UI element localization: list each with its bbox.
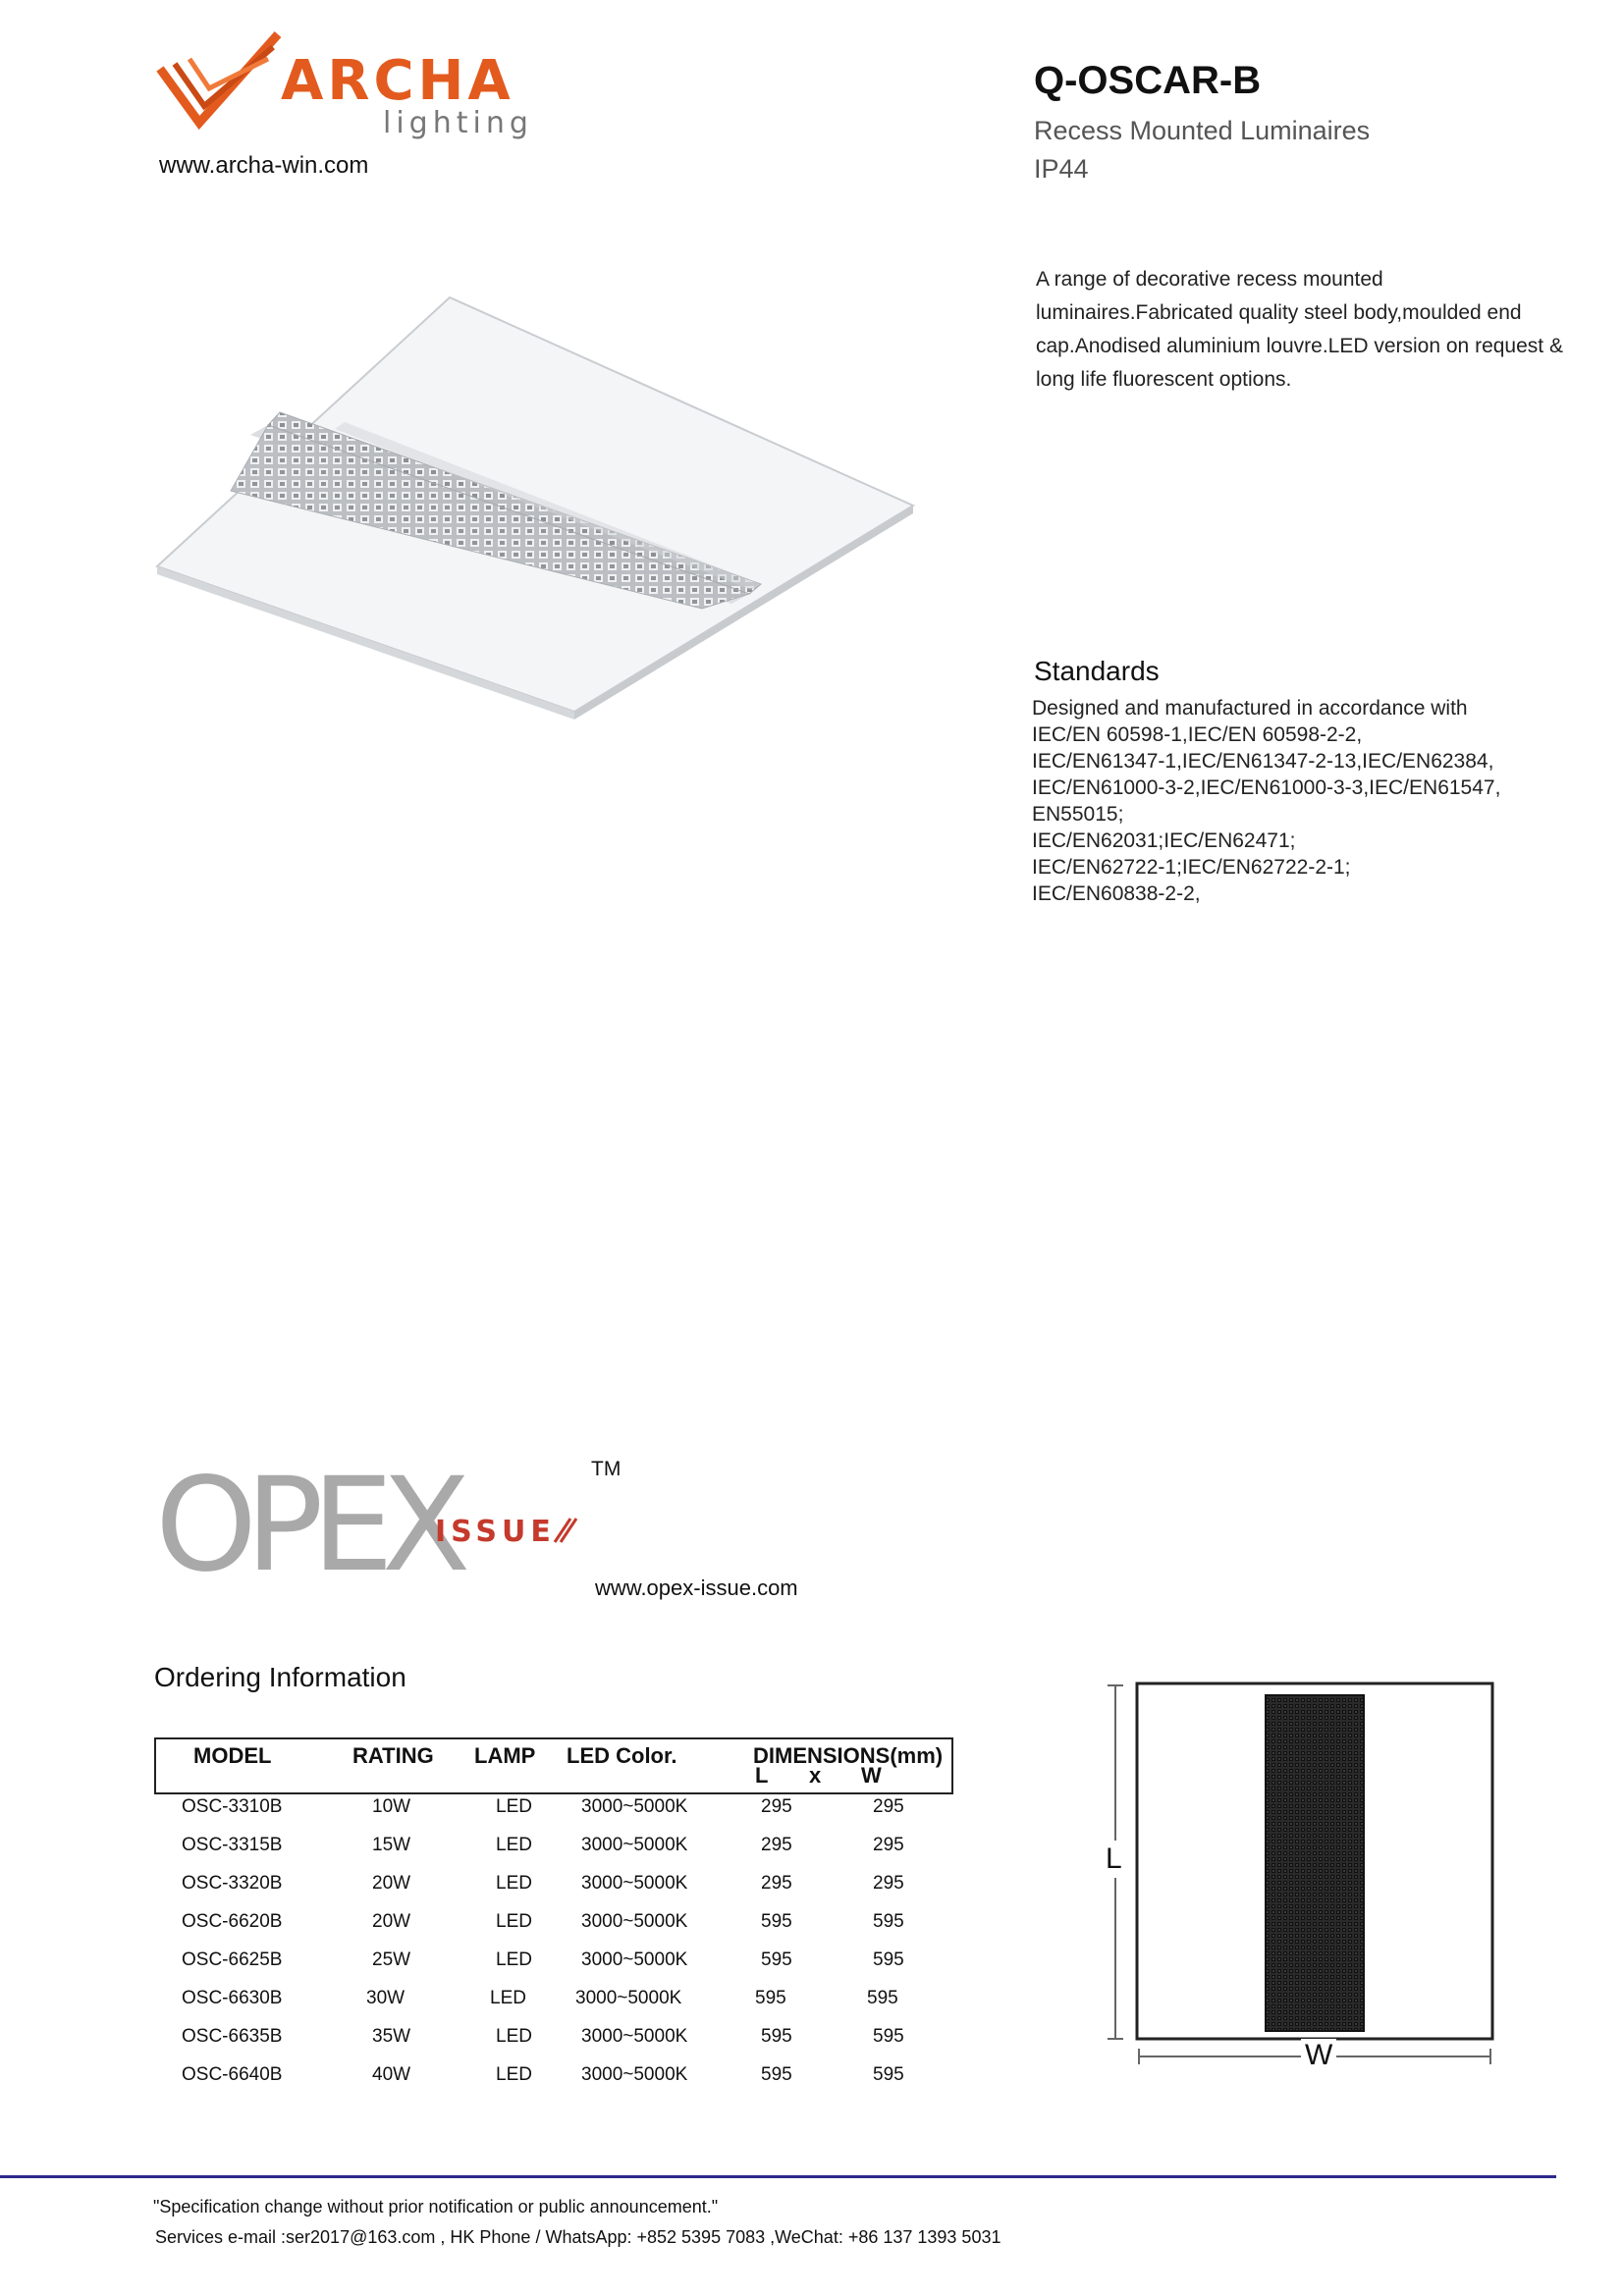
cell-model: OSC-6630B xyxy=(182,1988,283,2008)
cell-rating: 40W xyxy=(372,2064,411,2085)
cell-rating: 30W xyxy=(366,1988,406,2008)
cell-color: 3000~5000K xyxy=(575,1988,682,2008)
cell-rating: 10W xyxy=(372,1796,411,1817)
col-dim-w: W xyxy=(861,1763,882,1788)
cell-rating: 25W xyxy=(372,1949,411,1970)
opex-sub: ISSUE xyxy=(435,1515,556,1549)
opex-logo xyxy=(155,1450,587,1601)
cell-l: 295 xyxy=(761,1873,792,1894)
cell-l: 595 xyxy=(755,1988,786,2008)
table-row xyxy=(154,1873,949,1911)
product-description: A range of decorative recess mounted luminaires.Fabricated quality steel body,moulded end cap.Anodised aluminium louvre.LED version on request & long life fluorescent options. xyxy=(1036,268,1563,391)
standards-line: EN55015; xyxy=(1032,803,1124,826)
cell-w: 595 xyxy=(867,1988,898,2008)
col-rating: RATING xyxy=(352,1743,434,1768)
cell-lamp: LED xyxy=(496,1873,532,1894)
cell-color: 3000~5000K xyxy=(581,1873,688,1894)
cell-w: 595 xyxy=(873,2026,904,2047)
cell-w: 595 xyxy=(873,1911,904,1932)
cell-model: OSC-3310B xyxy=(182,1796,283,1817)
diagram-label-w: W xyxy=(1301,2039,1336,2072)
cell-lamp: LED xyxy=(496,2064,532,2085)
col-dimensions: DIMENSIONS(mm) xyxy=(753,1743,944,1768)
table-row xyxy=(154,1796,949,1835)
cell-model: OSC-6635B xyxy=(182,2026,283,2047)
cell-l: 595 xyxy=(761,1911,792,1932)
standards-body xyxy=(1032,695,1582,907)
archa-logo xyxy=(155,29,533,142)
ordering-heading: Ordering Information xyxy=(154,1662,406,1692)
cell-w: 295 xyxy=(873,1835,904,1855)
cell-l: 295 xyxy=(761,1796,792,1817)
product-category: Recess Mounted Luminaires xyxy=(1034,116,1371,145)
cell-rating: 35W xyxy=(372,2026,411,2047)
cell-w: 295 xyxy=(873,1796,904,1817)
brand-tagline: lighting xyxy=(383,106,533,140)
cell-color: 3000~5000K xyxy=(581,1835,688,1855)
col-dim-l: L xyxy=(755,1763,769,1788)
standards-line: IEC/EN 60598-1,IEC/EN 60598-2-2, xyxy=(1032,723,1363,746)
cell-lamp: LED xyxy=(496,1796,532,1817)
cell-model: OSC-3320B xyxy=(182,1873,283,1894)
cell-rating: 15W xyxy=(372,1835,411,1855)
cell-w: 295 xyxy=(873,1873,904,1894)
table-row xyxy=(154,1911,949,1949)
brand-website[interactable]: www.archa-win.com xyxy=(159,152,369,179)
table-row xyxy=(154,1835,949,1873)
cell-lamp: LED xyxy=(496,1911,532,1932)
cell-model: OSC-6625B xyxy=(182,1949,283,1970)
opex-tm: TM xyxy=(591,1458,622,1480)
table-row xyxy=(154,1949,949,1988)
cell-w: 595 xyxy=(873,1949,904,1970)
standards-line: IEC/EN60838-2-2, xyxy=(1032,882,1201,905)
col-model: MODEL xyxy=(193,1743,272,1768)
col-led-color: LED Color. xyxy=(567,1743,677,1768)
ordering-table-body xyxy=(154,1796,949,2110)
cell-color: 3000~5000K xyxy=(581,1949,688,1970)
cell-w: 595 xyxy=(873,2064,904,2085)
brand-name: ARCHA xyxy=(281,49,514,113)
cell-lamp: LED xyxy=(496,2026,532,2047)
opex-slash-icon xyxy=(553,1515,578,1544)
cell-lamp: LED xyxy=(490,1988,526,2008)
opex-website[interactable]: www.opex-issue.com xyxy=(595,1575,798,1600)
opex-name: OPEX xyxy=(155,1450,460,1601)
cell-lamp: LED xyxy=(496,1835,532,1855)
table-row xyxy=(154,2064,949,2103)
cell-model: OSC-6640B xyxy=(182,2064,283,2085)
table-row xyxy=(154,2026,949,2064)
footer-notice: "Specification change without prior notification or public announcement." xyxy=(153,2197,719,2216)
cell-l: 595 xyxy=(761,2064,792,2085)
standards-line: IEC/EN62722-1;IEC/EN62722-2-1; xyxy=(1032,856,1351,879)
cell-color: 3000~5000K xyxy=(581,2026,688,2047)
dimension-diagram xyxy=(1100,1674,1512,2086)
standards-line: IEC/EN61000-3-2,IEC/EN61000-3-3,IEC/EN61547, xyxy=(1032,776,1501,799)
cell-l: 295 xyxy=(761,1835,792,1855)
archa-swoosh-icon xyxy=(155,29,283,137)
diagram-label-l: L xyxy=(1106,1841,1122,1878)
cell-color: 3000~5000K xyxy=(581,1796,688,1817)
col-dim-x: x xyxy=(809,1763,822,1788)
product-ip-rating: IP44 xyxy=(1034,154,1089,184)
footer-contact: Services e-mail :ser2017@163.com , HK Phone / WhatsApp: +852 5395 7083 ,WeChat: +86 137 1393 5031 xyxy=(155,2227,1001,2247)
cell-model: OSC-6620B xyxy=(182,1911,283,1932)
cell-model: OSC-3315B xyxy=(182,1835,283,1855)
cell-color: 3000~5000K xyxy=(581,2064,688,2085)
col-lamp: LAMP xyxy=(474,1743,536,1768)
standards-line: IEC/EN62031;IEC/EN62471; xyxy=(1032,829,1296,852)
cell-lamp: LED xyxy=(496,1949,532,1970)
table-row xyxy=(154,1988,949,2026)
footer-divider xyxy=(0,2175,1556,2178)
standards-line: Designed and manufactured in accordance with xyxy=(1032,697,1468,720)
standards-line: IEC/EN61347-1,IEC/EN61347-2-13,IEC/EN62384, xyxy=(1032,750,1494,773)
product-image xyxy=(152,290,918,721)
cell-color: 3000~5000K xyxy=(581,1911,688,1932)
cell-rating: 20W xyxy=(372,1911,411,1932)
cell-l: 595 xyxy=(761,2026,792,2047)
standards-heading: Standards xyxy=(1034,656,1160,686)
ordering-table-header xyxy=(154,1737,953,1794)
product-code: Q-OSCAR-B xyxy=(1034,59,1262,102)
cell-l: 595 xyxy=(761,1949,792,1970)
cell-rating: 20W xyxy=(372,1873,411,1894)
